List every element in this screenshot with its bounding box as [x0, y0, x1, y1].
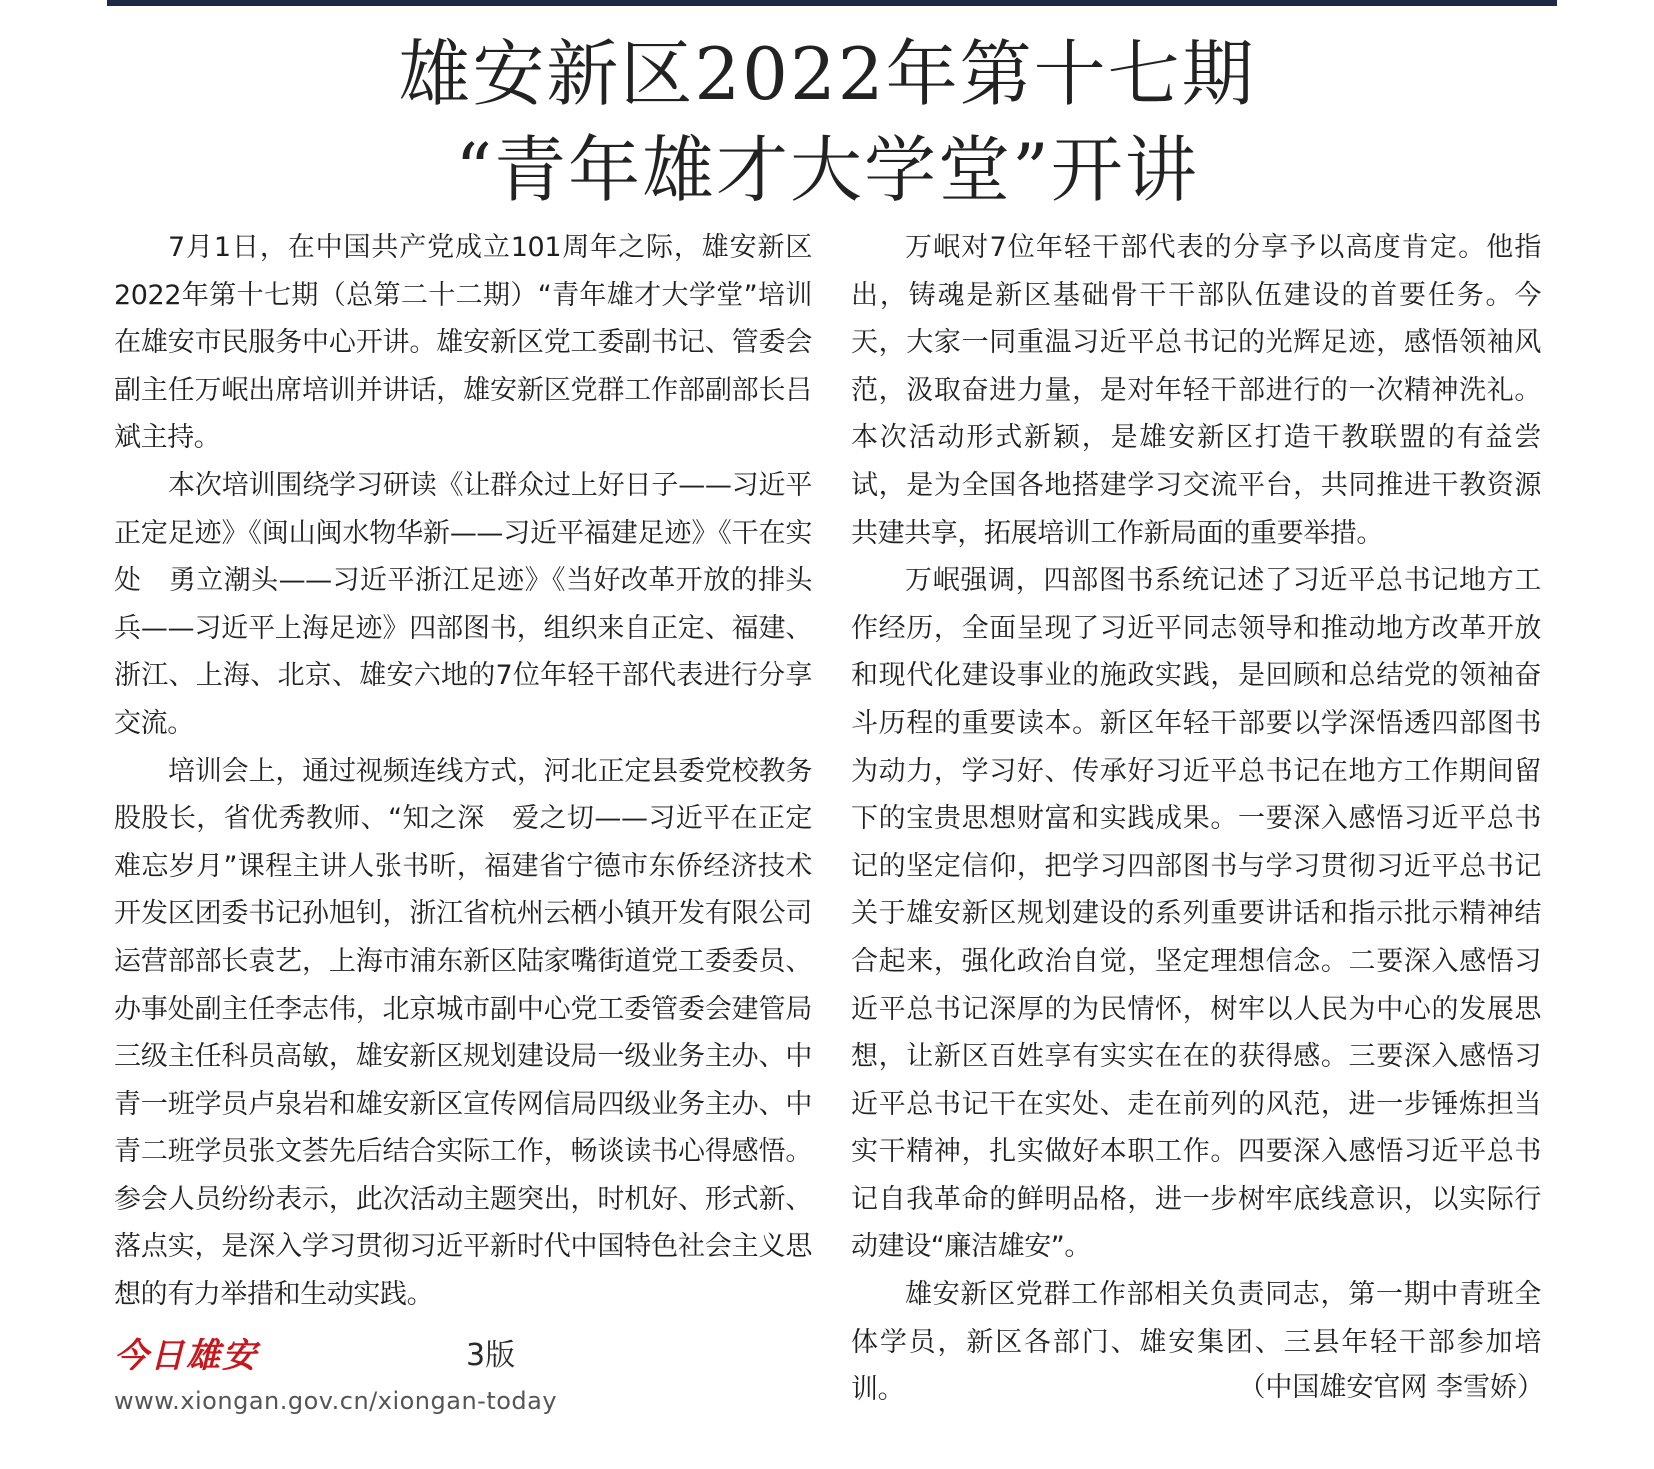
paragraph: 7月1日，在中国共产党成立101周年之际，雄安新区2022年第十七期（总第二十二期）“青年雄才大学堂”培训在雄安市民服务中心开讲。雄安新区党工委副书记、管委会副主任万岷出席培训并讲话，雄安新区党群工作部副部长吕斌主持。 [114, 232, 812, 454]
article-headline [0, 26, 1654, 218]
article-byline: （中国雄安官网 李雪娇） [1238, 1372, 1544, 1403]
site-url[interactable]: www.xiongan.gov.cn/xiongan-today [114, 1387, 558, 1415]
right-column [851, 224, 1541, 1414]
headline-line-2: “青年雄才大学堂”开讲 [455, 128, 1199, 212]
paragraph: 万岷强调，四部图书系统记述了习近平总书记地方工作经历，全面呈现了习近平同志领导和推动地方改革开放和现代化建设事业的施政实践，是回顾和总结党的领袖奋斗历程的重要读本。新区年轻干部要以学深悟透四部图书为动力，学习好、传承好习近平总书记在地方工作期间留下的宝贵思想财富和实践成果。一要深入感悟习近平总书记的坚定信仰，把学习四部图书与学习贯彻习近平总书记关于雄安新区规划建设的系列重要讲话和指示批示精神结合起来，强化政治自觉，坚定理想信念。二要深入感悟习近平总书记深厚的为民情怀，树牢以人民为中心的发展思想，让新区百姓享有实实在在的获得感。三要深入感悟习近平总书记干在实处、走在前列的风范，进一步锤炼担当实干精神，扎实做好本职工作。四要深入感悟习近平总书记自我革命的鲜明品格，进一步树牢底线意识，以实际行动建设“廉洁雄安”。 [851, 565, 1541, 1263]
paragraph: 万岷对7位年轻干部代表的分享予以高度肯定。他指出，铸魂是新区基础骨干干部队伍建设的首要任务。今天，大家一同重温习近平总书记的光辉足迹，感悟领袖风范，汲取奋进力量，是对年轻干部进行的一次精神洗礼。本次活动形式新颖，是雄安新区打造干教联盟的有益尝试，是为全国各地搭建学习交流平台，共同推进干教资源共建共享，拓展培训工作新局面的重要举措。 [851, 232, 1541, 549]
paragraph: 雄安新区党群工作部相关负责同志，第一期中青班全体学员，新区各部门、雄安集团、三县年轻干部参加培训。 [851, 1279, 1541, 1406]
page-number: 3版 [466, 1338, 516, 1373]
brand-logo: 今日雄安 [114, 1336, 258, 1376]
paragraph: 培训会上，通过视频连线方式，河北正定县委党校教务股股长，省优秀教师、“知之深 爱之切——习近平在正定难忘岁月”课程主讲人张书昕，福建省宁德市东侨经济技术开发区团委书记孙旭钊，浙江省杭州云栖小镇开发有限公司运营部部长袁艺，上海市浦东新区陆家嘴街道党工委委员、办事处副主任李志伟，北京城市副中心党工委管委会建管局三级主任科员高敏，雄安新区规划建设局一级业务主办、中青一班学员卢泉岩和雄安新区宣传网信局四级业务主办、中青二班学员张文荟先后结合实际工作，畅谈读书心得感悟。参会人员纷纷表示，此次活动主题突出，时机好、形式新、落点实，是深入学习贯彻习近平新时代中国特色社会主义思想的有力举措和生动实践。 [114, 755, 812, 1311]
paragraph: 本次培训围绕学习研读《让群众过上好日子——习近平正定足迹》《闽山闽水物华新——习近平福建足迹》《干在实处 勇立潮头——习近平浙江足迹》《当好改革开放的排头兵——习近平上海足迹》四部图书，组织来自正定、福建、浙江、上海、北京、雄安六地的7位年轻干部代表进行分享交流。 [114, 469, 812, 739]
left-column [114, 224, 812, 1319]
top-rule [107, 0, 1557, 6]
headline-line-1: 雄安新区2022年第十七期 [398, 32, 1256, 116]
